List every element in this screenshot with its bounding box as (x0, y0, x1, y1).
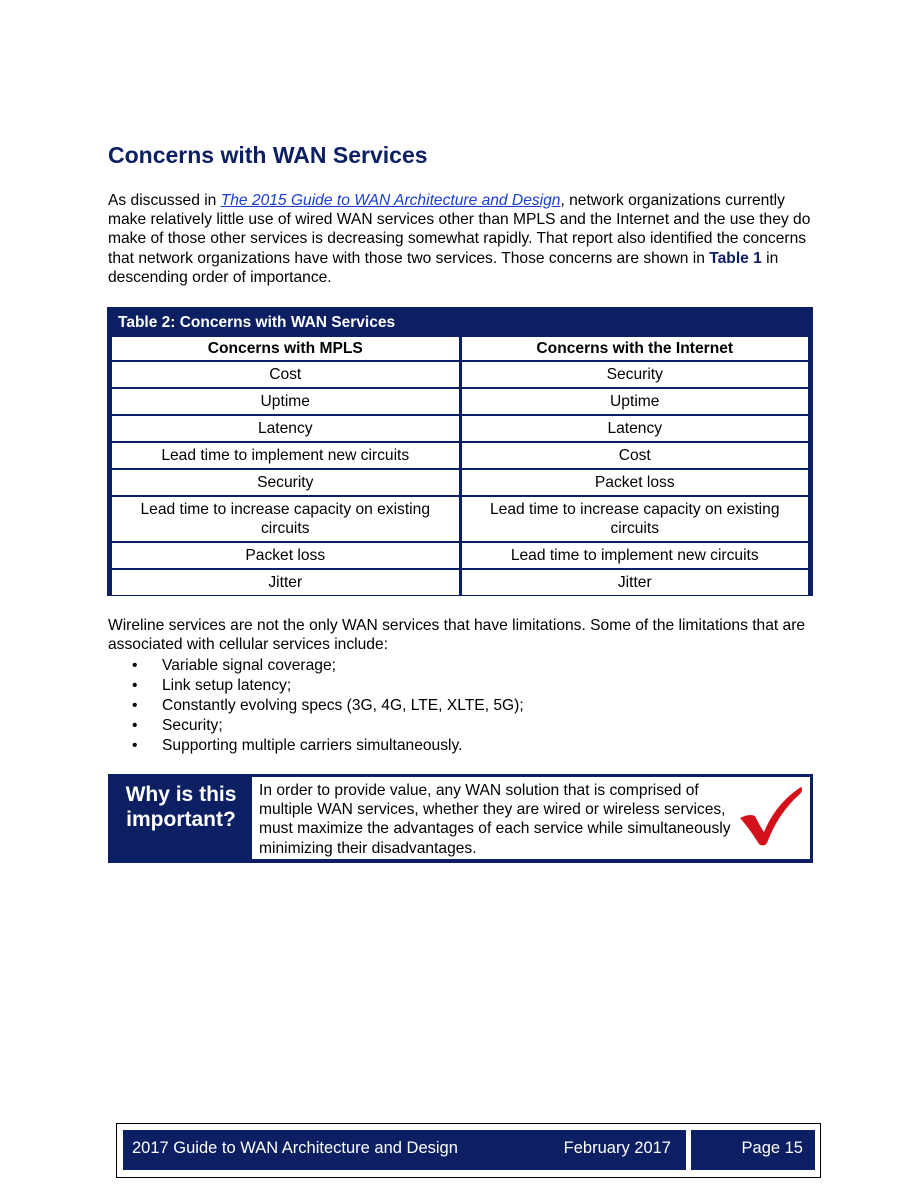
internet-cell: Lead time to implement new circuits (462, 543, 809, 568)
mpls-cell: Cost (112, 362, 459, 387)
checkmark-icon (738, 785, 804, 847)
bullet-icon: • (132, 737, 138, 754)
internet-cell: Packet loss (462, 470, 809, 495)
callout-body (252, 777, 810, 859)
list-item-text: Supporting multiple carriers simultaneously. (162, 737, 463, 754)
mpls-cell: Lead time to increase capacity on existing circuits (112, 497, 459, 541)
internet-cell: Latency (462, 416, 809, 441)
intro-paragraph (108, 191, 820, 287)
list-item-text: Security; (162, 717, 223, 734)
mpls-cell: Jitter (112, 570, 459, 595)
internet-cell: Jitter (462, 570, 809, 595)
internet-cell: Lead time to increase capacity on existing circuits (462, 497, 809, 541)
table-row (112, 389, 808, 414)
concerns-table (109, 335, 811, 597)
list-item (108, 736, 524, 756)
footer-page-block (691, 1130, 815, 1170)
table-header-row (112, 337, 808, 360)
bullet-icon: • (132, 717, 138, 734)
callout-text: In order to provide value, any WAN solution that is comprised of multiple WAN services, whether they are wired or wireless services, must maximize the advantages of each service while simultaneously minimizing their disadvantages. (259, 782, 731, 857)
list-item (108, 696, 524, 716)
page-footer (116, 1123, 821, 1178)
footer-title-block (123, 1130, 686, 1170)
table-reference: Table 1 (709, 249, 762, 267)
footer-title: 2017 Guide to WAN Architecture and Design (132, 1139, 458, 1157)
concerns-table-container (107, 307, 813, 596)
table-row (112, 443, 808, 468)
table-row (112, 470, 808, 495)
bullet-icon: • (132, 657, 138, 674)
table-row (112, 570, 808, 595)
list-item (108, 676, 524, 696)
internet-cell: Cost (462, 443, 809, 468)
header-internet: Concerns with the Internet (462, 337, 809, 360)
callout-title-line1: Why is this (125, 783, 237, 806)
list-item (108, 656, 524, 676)
intro-text-start: As discussed in (108, 192, 221, 209)
intro-text-end: in descending order of importance. (108, 249, 779, 286)
mpls-cell: Security (112, 470, 459, 495)
guide-link[interactable]: The 2015 Guide to WAN Architecture and Design (220, 192, 561, 209)
list-item-text: Link setup latency; (162, 677, 292, 694)
table-row (112, 543, 808, 568)
mpls-cell: Uptime (112, 389, 459, 414)
list-item (108, 716, 524, 736)
mpls-cell: Lead time to implement new circuits (112, 443, 459, 468)
page-title: Concerns with WAN Services (108, 142, 428, 168)
callout-title-line2: important? (126, 808, 236, 831)
bullet-icon: • (132, 677, 138, 694)
table-row (112, 416, 808, 441)
intro-text-middle: , network organizations currently make relatively little use of wired WAN services other than MPLS and the Internet and the use they do make of those other services is decreasing somewhat rapidly. That report also identified the concerns that network organizations have with those two services. Those concerns are shown in (108, 192, 811, 267)
footer-date: February 2017 (563, 1139, 671, 1157)
wireline-paragraph: Wireline services are not the only WAN services that have limitations. Some of the limitations that are associated with cellular services include: (108, 617, 806, 654)
list-item-text: Constantly evolving specs (3G, 4G, LTE, XLTE, 5G); (162, 697, 524, 714)
table-row (112, 362, 808, 387)
page-number: Page 15 (741, 1139, 803, 1157)
mpls-cell: Latency (112, 416, 459, 441)
why-important-callout (108, 774, 813, 863)
header-mpls: Concerns with MPLS (112, 337, 459, 360)
bullet-icon: • (132, 697, 138, 714)
internet-cell: Security (462, 362, 809, 387)
mpls-cell: Packet loss (112, 543, 459, 568)
internet-cell: Uptime (462, 389, 809, 414)
table-caption: Table 2: Concerns with WAN Services (118, 314, 396, 331)
list-item-text: Variable signal coverage; (162, 657, 336, 674)
table-row (112, 497, 808, 541)
callout-title (108, 782, 254, 832)
cellular-limitations-list (108, 656, 524, 756)
